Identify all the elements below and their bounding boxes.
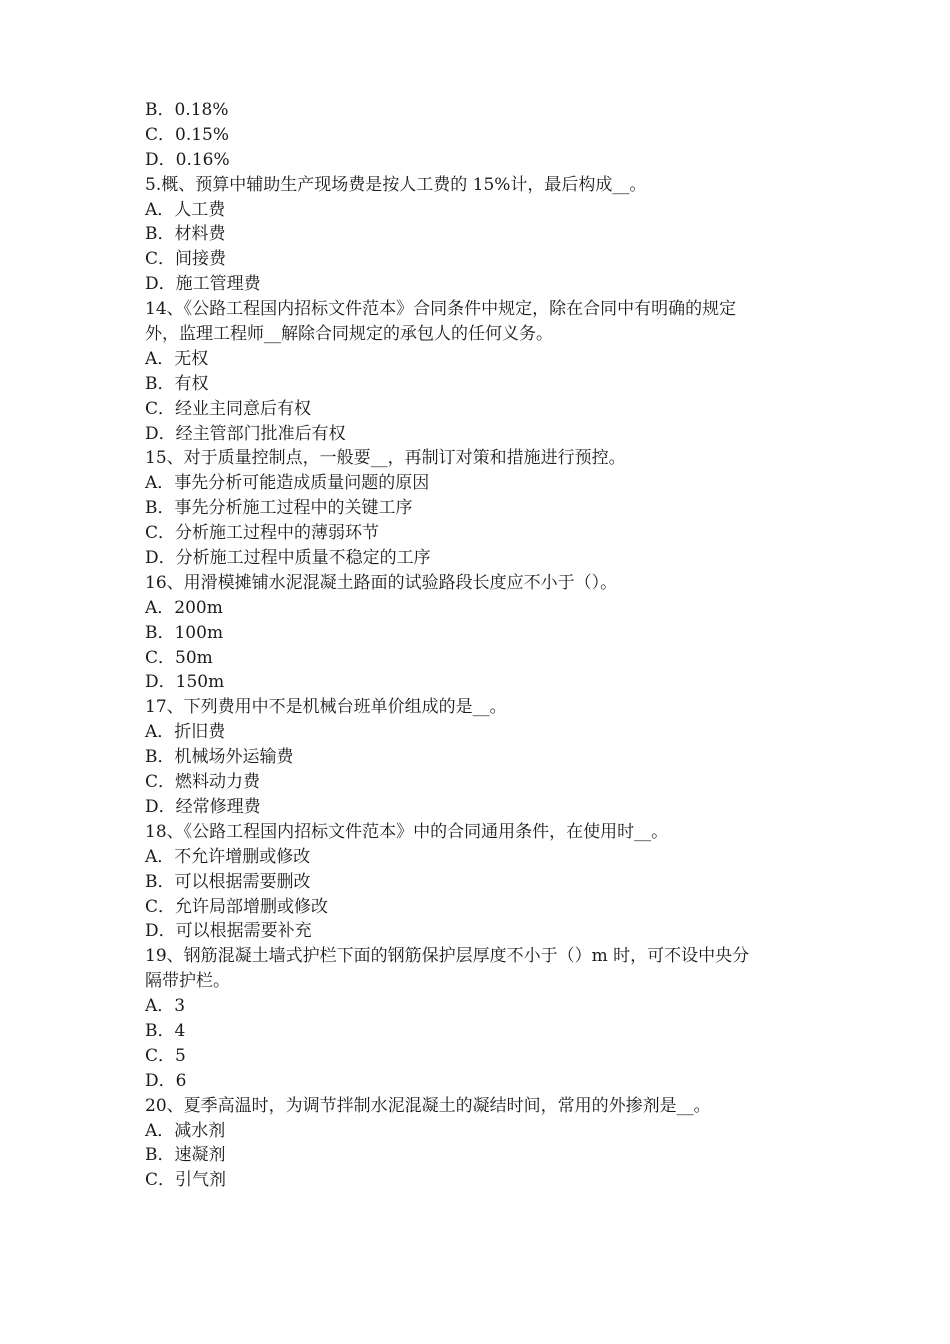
option-line: B．事先分析施工过程中的关键工序 xyxy=(145,498,413,519)
option-line: B．材料费 xyxy=(145,224,226,245)
question-line: 外，监理工程师__解除合同规定的承包人的任何义务。 xyxy=(145,324,553,345)
option-line: A．事先分析可能造成质量问题的原因 xyxy=(145,473,430,494)
option-line: D．可以根据需要补充 xyxy=(145,921,312,942)
document-page xyxy=(145,98,825,1193)
option-line: B．有权 xyxy=(145,373,209,394)
question-line: 5.概、预算中辅助生产现场费是按人工费的 15%计，最后构成__。 xyxy=(145,174,647,195)
question-line: 14、《公路工程国内招标文件范本》合同条件中规定，除在合同中有明确的规定 xyxy=(145,299,737,320)
option-line: C．引气剂 xyxy=(145,1170,227,1191)
question-line: 20、夏季高温时，为调节拌制水泥混凝土的凝结时间，常用的外掺剂是__。 xyxy=(145,1095,711,1116)
question-line: 16、用滑模摊铺水泥混凝土路面的试验路段长度应不小于（）。 xyxy=(145,572,618,593)
option-line: D．施工管理费 xyxy=(145,274,261,295)
option-line: A．200m xyxy=(145,597,223,618)
option-line: B．100m xyxy=(145,622,224,643)
option-line: C．允许局部增删或修改 xyxy=(145,896,329,917)
question-line: 18、《公路工程国内招标文件范本》中的合同通用条件，在使用时__。 xyxy=(145,821,669,842)
option-line: A．不允许增删或修改 xyxy=(145,846,311,867)
option-line: B．可以根据需要删改 xyxy=(145,871,311,892)
question-line: 15、对于质量控制点，一般要__，再制订对策和措施进行预控。 xyxy=(145,448,626,469)
option-line: D．经主管部门批准后有权 xyxy=(145,423,346,444)
option-line: D．分析施工过程中质量不稳定的工序 xyxy=(145,548,431,569)
option-line: B．0.18% xyxy=(145,100,229,120)
option-line: A．3 xyxy=(145,996,186,1017)
option-line: A．无权 xyxy=(145,348,209,369)
option-line: A．人工费 xyxy=(145,199,226,220)
option-line: A．折旧费 xyxy=(145,722,226,743)
option-line: B．4 xyxy=(145,1020,186,1041)
option-line: A．减水剂 xyxy=(145,1120,226,1141)
option-line: D．6 xyxy=(145,1070,187,1091)
option-line: C．0.15% xyxy=(145,124,230,145)
option-line: C．50m xyxy=(145,647,213,668)
option-line: C．5 xyxy=(145,1045,186,1066)
option-line: B．速凝剂 xyxy=(145,1145,226,1166)
option-line: C．燃料动力费 xyxy=(145,772,261,793)
option-line: C．间接费 xyxy=(145,249,227,270)
option-line: D．0.16% xyxy=(145,149,230,170)
option-line: C．经业主同意后有权 xyxy=(145,398,312,419)
question-line: 19、钢筋混凝土墙式护栏下面的钢筋保护层厚度不小于（）m 时，可不设中央分 xyxy=(145,946,750,967)
option-line: D．经常修理费 xyxy=(145,796,261,817)
question-line: 17、下列费用中不是机械台班单价组成的是__。 xyxy=(145,697,507,718)
option-line: B．机械场外运输费 xyxy=(145,747,294,768)
option-line: D．150m xyxy=(145,672,225,693)
question-line: 隔带护栏。 xyxy=(145,971,230,992)
option-line: C．分析施工过程中的薄弱环节 xyxy=(145,523,380,544)
